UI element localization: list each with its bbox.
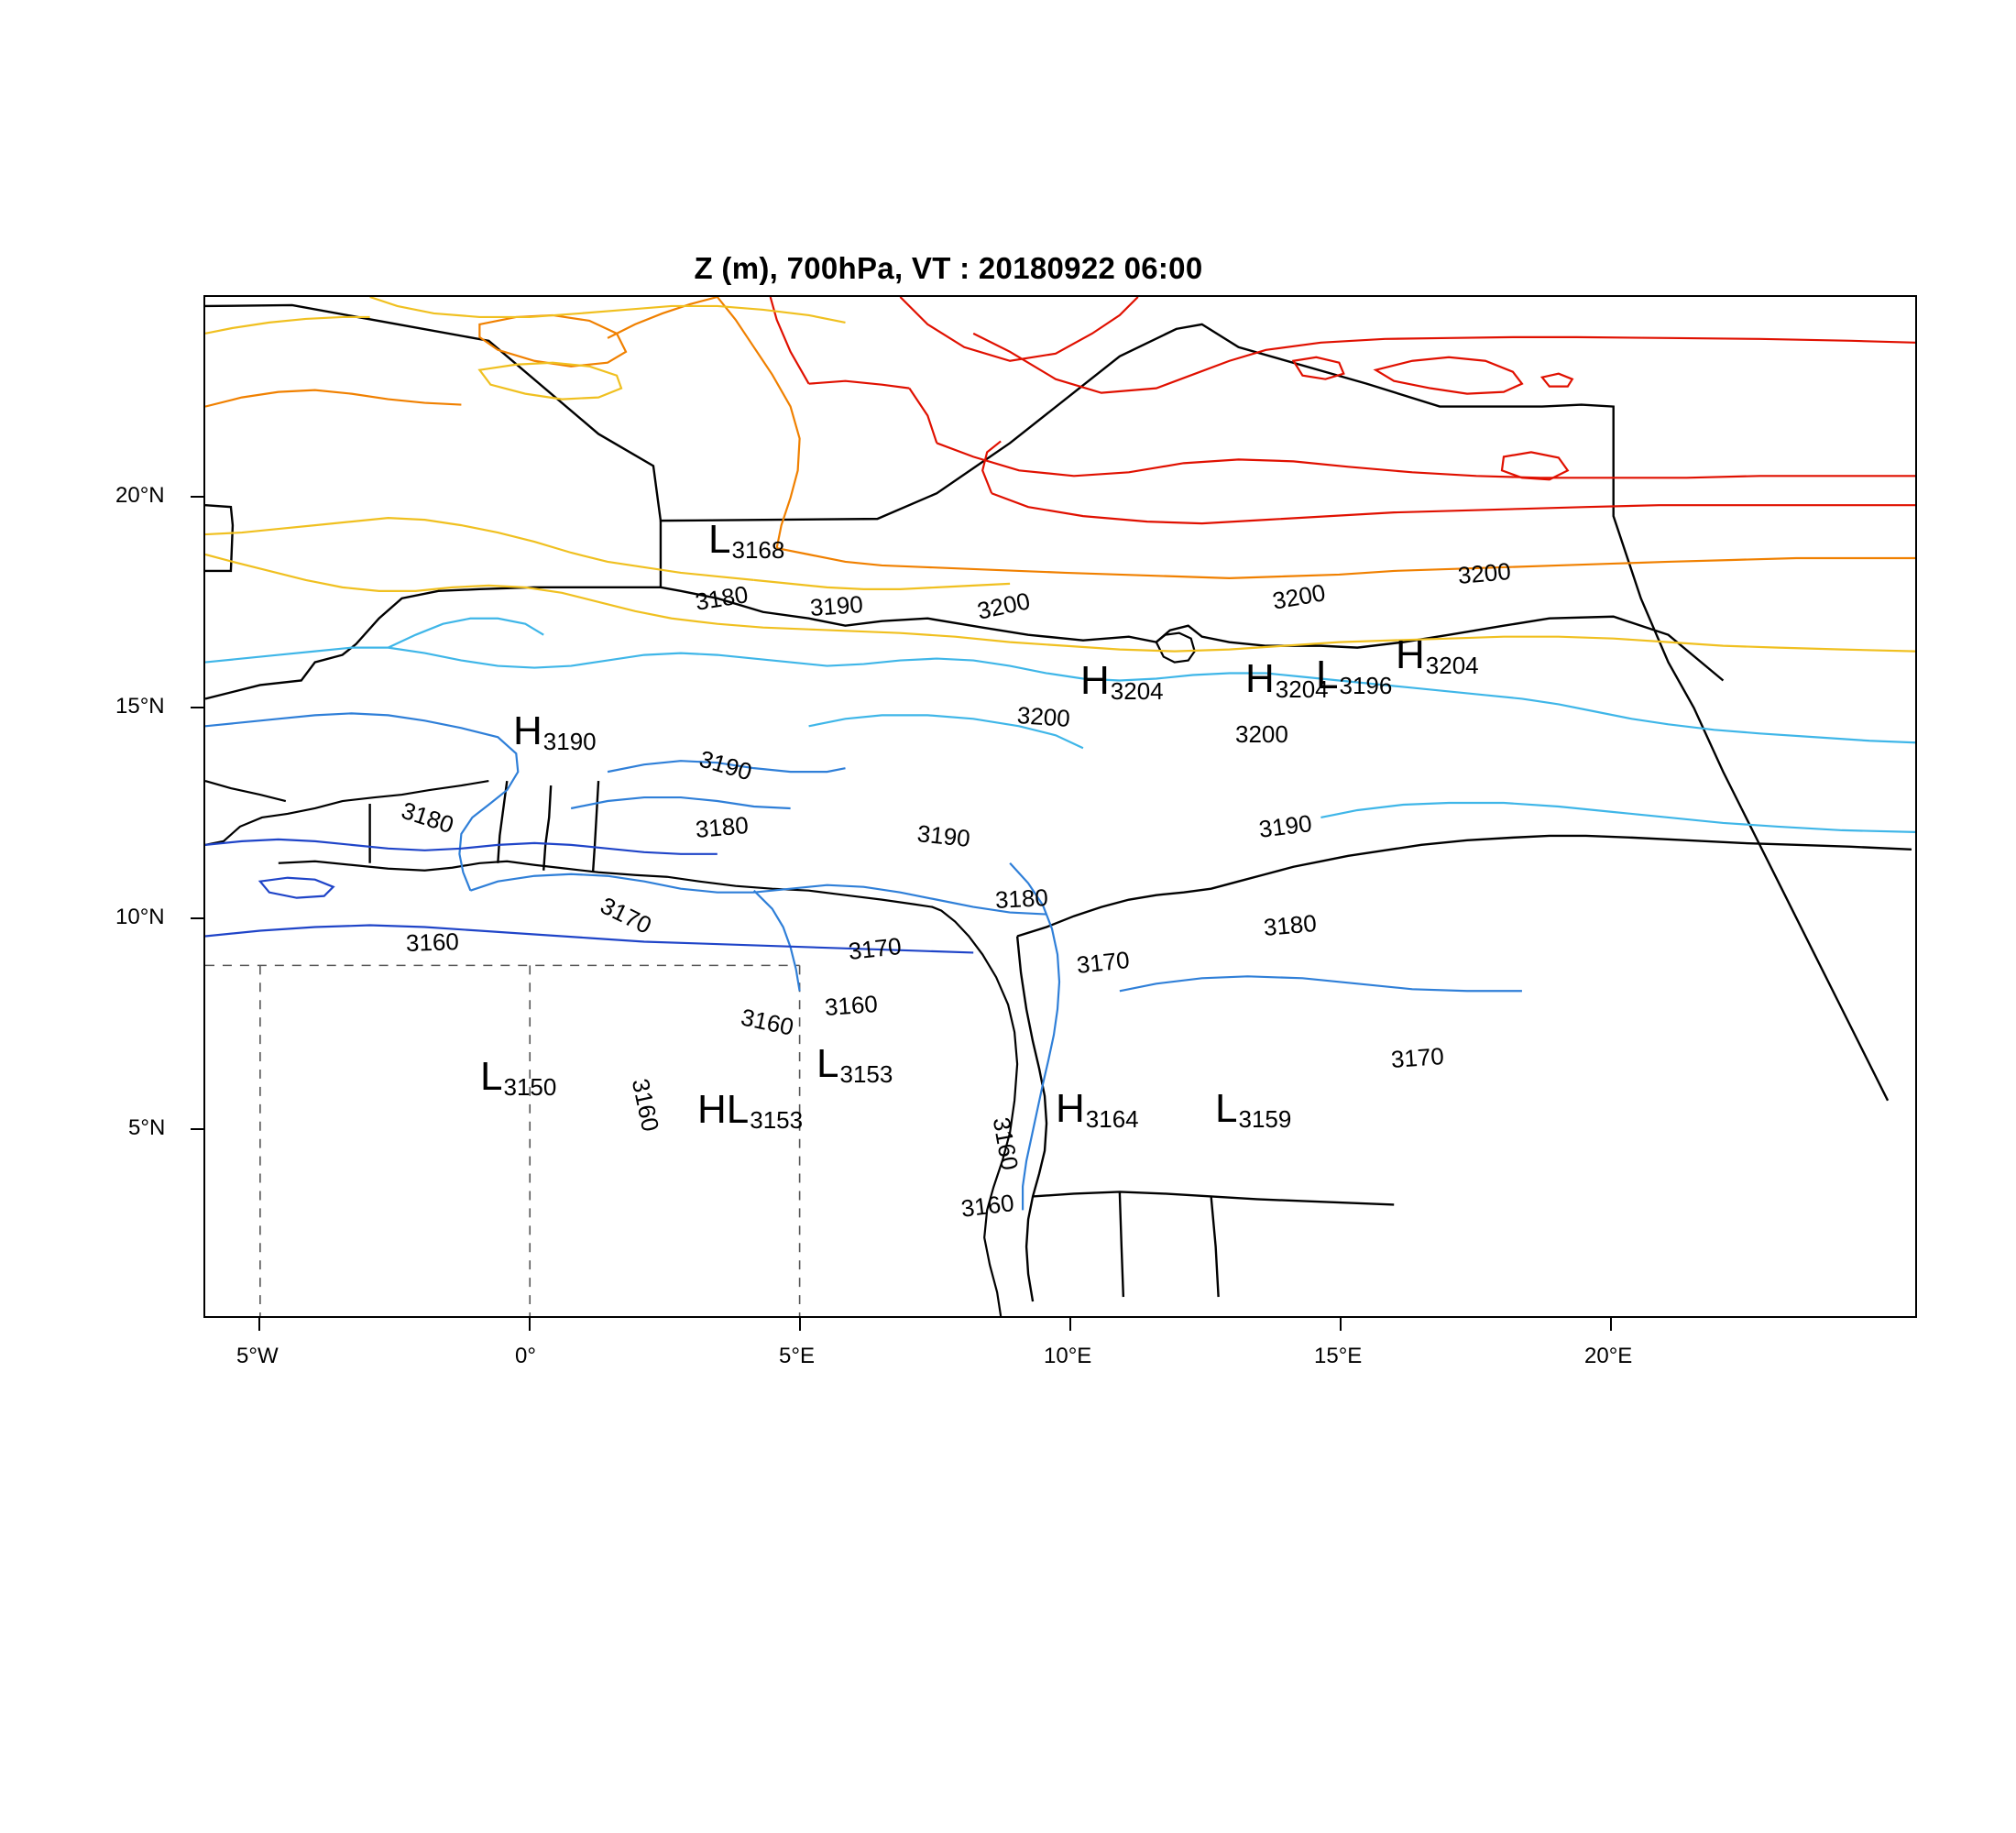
center-value: 3150 [503,1073,557,1101]
contour-label: 3160 [823,990,879,1021]
y-tick-label: 5°N [128,1115,166,1140]
center-value: 3159 [1238,1105,1292,1133]
pressure-center-high [1056,1086,1139,1133]
center-value: 3153 [750,1106,804,1134]
center-type: H [513,708,542,753]
contour-label: 3190 [808,590,864,621]
pressure-center-low [480,1054,557,1101]
chart-title [0,251,2016,286]
contour-label: 3160 [405,927,460,957]
contour-label: 3160 [959,1189,1016,1223]
center-type: L [1316,653,1339,697]
y-tick-mark [191,1128,203,1130]
x-tick-label: 5°W [236,1344,279,1368]
center-type: H [1245,656,1275,701]
y-tick-mark [191,917,203,919]
center-type: L [816,1041,839,1086]
contour-label: 3160 [626,1076,665,1135]
center-type: HL [697,1087,750,1132]
x-tick-label: 0° [515,1344,536,1368]
x-tick-label: 20°E [1584,1344,1633,1368]
center-type: H [1396,632,1425,677]
center-value: 3153 [839,1060,893,1088]
contour-label: 3190 [1257,809,1314,843]
pressure-center-high [1396,632,1479,679]
x-tick-mark [1610,1318,1612,1331]
contour-label: 3180 [694,811,750,843]
contour-label: 3200 [1235,720,1288,748]
center-value: 3190 [542,728,597,755]
x-tick-mark [258,1318,260,1331]
contour-label: 3200 [1015,701,1071,732]
center-type: L [1215,1086,1238,1131]
contour-label: 3180 [693,580,751,616]
contour-label: 3160 [738,1003,796,1041]
pressure-center-low [816,1041,893,1088]
pressure-center-high [1080,658,1164,705]
x-tick-mark [1069,1318,1071,1331]
pressure-center-low [1215,1086,1292,1133]
contour-lines-layer [205,297,1915,1316]
center-type: H [1056,1086,1085,1131]
contour-label: 3170 [596,891,656,939]
center-type: H [1080,658,1110,703]
x-tick-mark [529,1318,531,1331]
contour-label: 3180 [398,796,457,840]
center-value: 3196 [1339,672,1393,699]
y-tick-mark [191,707,203,708]
map-plot-area [203,295,1917,1318]
center-value: 3168 [731,536,785,564]
center-value: 3164 [1085,1105,1139,1133]
pressure-center-highlow [697,1087,804,1134]
pressure-center-high [513,708,597,755]
contour-label: 3200 [1270,578,1328,615]
contour-label: 3180 [1262,909,1318,941]
center-type: L [708,517,731,562]
chart-title-text: Z (m), 700hPa, VT : 20180922 06:00 [694,251,1203,285]
x-tick-mark [1340,1318,1342,1331]
contour-label: 3200 [1456,557,1512,589]
center-type: L [480,1054,503,1099]
center-value: 3204 [1275,675,1329,703]
contour-label: 3190 [696,744,755,786]
x-tick-label: 15°E [1314,1344,1363,1368]
contour-label: 3190 [915,819,972,852]
contour-label: 3170 [847,932,904,965]
contour-label: 3170 [1075,946,1132,979]
y-tick-label: 20°N [115,483,165,508]
contour-label: 3170 [1389,1042,1445,1073]
x-tick-mark [799,1318,801,1331]
contour-label: 3200 [974,587,1033,625]
pressure-center-low [708,517,785,564]
center-value: 3204 [1425,652,1479,679]
pressure-center-low [1316,653,1393,699]
contour-label: 3160 [987,1114,1024,1172]
y-tick-mark [191,496,203,498]
y-tick-label: 10°N [115,905,165,929]
x-tick-label: 5°E [779,1344,815,1368]
x-tick-label: 10°E [1044,1344,1092,1368]
y-tick-label: 15°N [115,694,165,719]
center-value: 3204 [1110,677,1164,705]
contour-label: 3180 [994,883,1049,914]
